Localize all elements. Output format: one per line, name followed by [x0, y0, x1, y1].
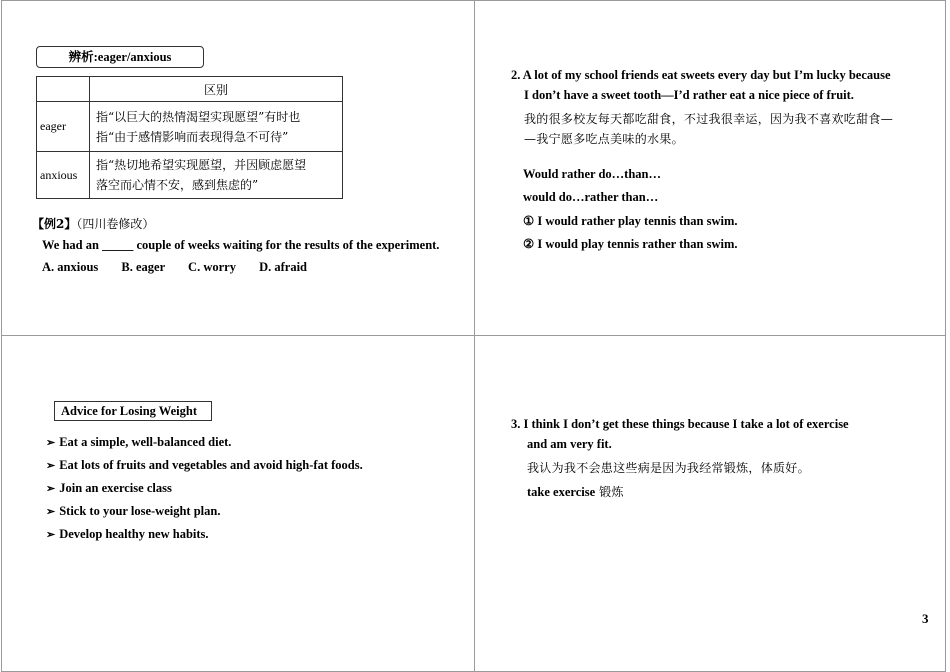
sentence-3-line-2: and am very fit. [527, 437, 612, 451]
list-item [46, 527, 209, 542]
phrase-english: take exercise [527, 485, 596, 499]
sentence-2-line-2: I don’t have a sweet tooth—I’d rather eat a nice piece of fruit. [524, 88, 854, 102]
question-text: We had an _____ couple of weeks waiting for the results of the experiment. [42, 238, 440, 252]
table-row [37, 152, 343, 199]
slide1-title: 辨析:eager/anxious [36, 46, 204, 68]
list-item [46, 458, 363, 473]
word-cell: eager [37, 102, 90, 152]
translation-2-line-2: —我宁愿多吃点美味的水果。 [524, 132, 684, 146]
list-item [46, 481, 172, 496]
option-c: C. worry [188, 260, 236, 274]
list-item-text: Join an exercise class [59, 481, 172, 495]
page-number: 3 [922, 611, 929, 626]
definition-line: 指“由于感情影响而表现得急不可待” [96, 129, 289, 144]
arrow-bullet-icon: ➢ [46, 437, 56, 449]
definition-cell [90, 102, 343, 152]
option-b: B. eager [121, 260, 165, 274]
table-corner [37, 77, 90, 102]
example-label: 【例2】 [32, 217, 77, 231]
answer-options [42, 260, 307, 275]
list-item-text: Eat a simple, well-balanced diet. [59, 435, 232, 449]
definition-line: 落空而心情不安，感到焦虑的” [96, 178, 259, 192]
translation-2-line-1: 我的很多校友每天都吃甜食，不过我很幸运，因为我不喜欢吃甜食— [524, 112, 894, 126]
list-item [46, 435, 231, 450]
list-item-text: Develop healthy new habits. [59, 527, 209, 541]
sentence-3-line-1: 3. I think I don’t get these things because I take a lot of exercise [511, 417, 849, 431]
sentence-2-line-1: 2. A lot of my school friends eat sweets every day but I’m lucky because [511, 68, 891, 82]
option-a: A. anxious [42, 260, 99, 274]
pattern-1: Would rather do…than… [523, 167, 661, 181]
comparison-table [36, 76, 343, 199]
example-1: ① I would rather play tennis than swim. [523, 214, 738, 228]
definition-cell [90, 152, 343, 199]
phrase-line [527, 483, 624, 501]
arrow-bullet-icon: ➢ [46, 506, 56, 518]
example-source: （四川卷修改） [76, 217, 155, 231]
arrow-bullet-icon: ➢ [46, 483, 56, 495]
option-d: D. afraid [259, 260, 307, 274]
advice-title: Advice for Losing Weight [54, 401, 212, 421]
list-item [46, 504, 220, 519]
arrow-bullet-icon: ➢ [46, 460, 56, 472]
word-cell: anxious [37, 152, 90, 199]
phrase-chinese: 锻炼 [599, 485, 624, 499]
arrow-bullet-icon: ➢ [46, 529, 56, 541]
pattern-2: would do…rather than… [523, 190, 659, 204]
list-item-text: Stick to your lose-weight plan. [59, 504, 221, 518]
table-row [37, 102, 343, 152]
table-header: 区别 [90, 77, 343, 102]
list-item-text: Eat lots of fruits and vegetables and avoid high-fat foods. [59, 458, 363, 472]
example-heading [32, 215, 154, 232]
translation-3: 我认为我不会患这些病是因为我经常锻炼，体质好。 [527, 461, 810, 475]
definition-line: 指“以巨大的热情渴望实现愿望”有时也 [96, 109, 301, 124]
definition-line: 指“热切地希望实现愿望，并因顾虑愿望 [96, 158, 307, 172]
slide-4-frame [474, 335, 946, 672]
example-2: ② I would play tennis rather than swim. [523, 237, 738, 251]
